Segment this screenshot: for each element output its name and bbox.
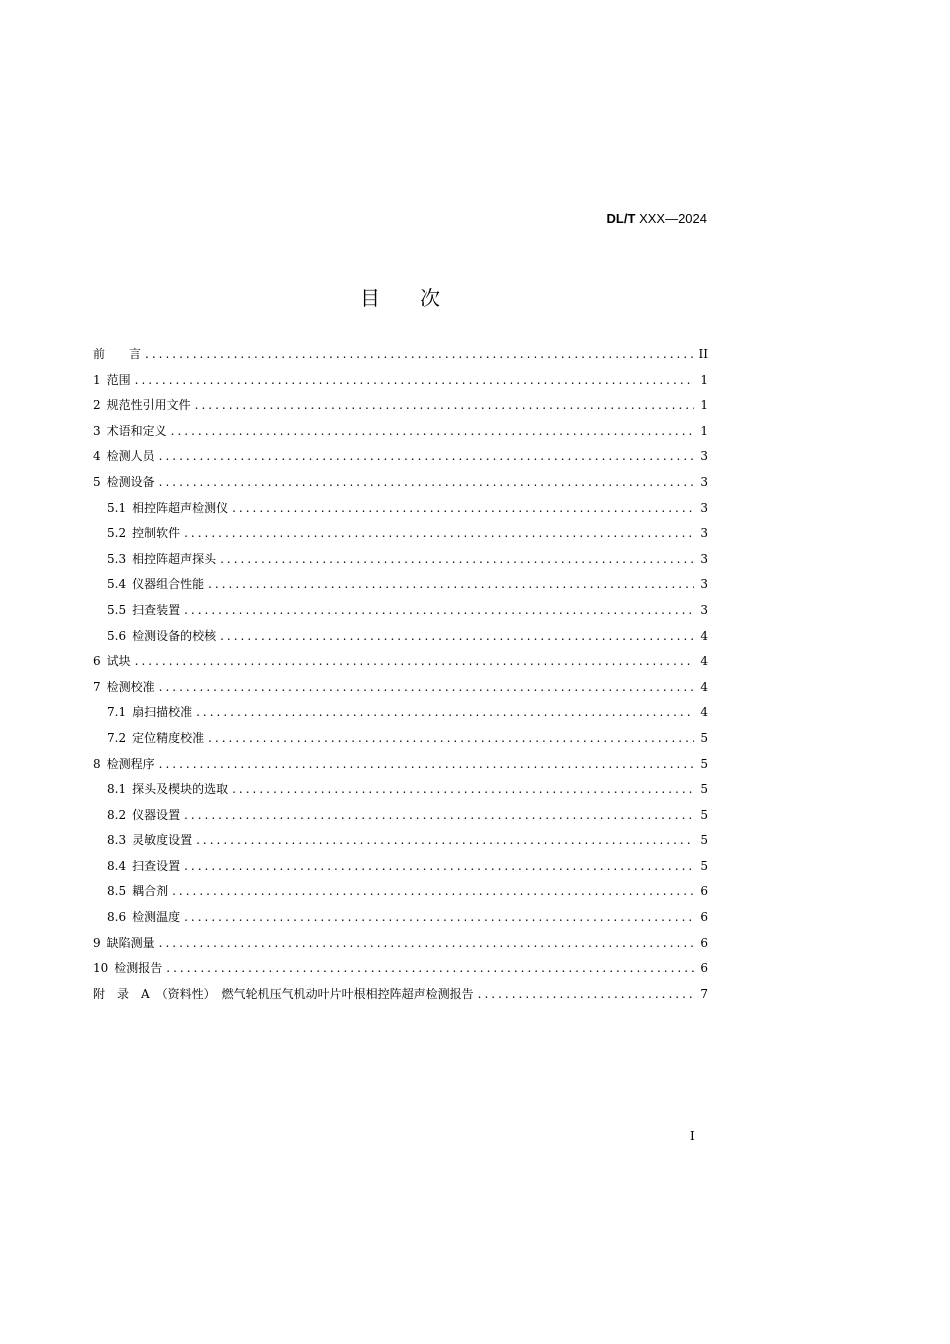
- toc-dot-leader: [232, 777, 694, 803]
- page-number: I: [690, 1129, 695, 1143]
- toc-entry[interactable]: [93, 828, 708, 854]
- toc-entry-page: 3: [700, 474, 708, 489]
- toc-entry-number: 6: [93, 654, 101, 669]
- toc-entry-label: 相控阵超声探头: [132, 551, 217, 566]
- toc-entry[interactable]: [93, 572, 708, 598]
- toc-entry[interactable]: [93, 905, 708, 931]
- toc-entry[interactable]: [93, 675, 708, 701]
- toc-entry[interactable]: [93, 982, 708, 1008]
- toc-entry-page: 1: [700, 423, 708, 438]
- toc-entry-number: 8.3: [107, 833, 127, 848]
- toc-entry-label: 定位精度校准: [132, 730, 205, 745]
- toc-entry-number: 7.2: [107, 730, 127, 745]
- toc-entry-number: 8.6: [107, 910, 127, 925]
- toc-entry-page: 5: [700, 858, 708, 873]
- toc-dot-leader: [196, 828, 694, 854]
- toc-entry-page: 6: [700, 935, 708, 950]
- toc-entry-number: 8.2: [107, 807, 127, 822]
- standard-number: XXX—2024: [639, 211, 707, 226]
- toc-entry-label: 仪器组合性能: [132, 577, 205, 592]
- toc-entry-label: 检测报告: [114, 961, 163, 976]
- toc-entry-number: 8: [93, 756, 101, 771]
- toc-dot-leader: [145, 342, 694, 368]
- toc-entry-page: 5: [700, 807, 708, 822]
- toc-entry-page: 6: [700, 961, 708, 976]
- toc-entry-label: 仪器设置: [132, 807, 181, 822]
- toc-entry-number: 3: [93, 423, 101, 438]
- toc-entry-number: 8.4: [107, 858, 127, 873]
- toc-entry[interactable]: [93, 879, 708, 905]
- toc-entry-label: 探头及楔块的选取: [132, 782, 229, 797]
- toc-entry[interactable]: [93, 496, 708, 522]
- toc-entry-number: 5.1: [107, 500, 127, 515]
- toc-entry-page: 3: [700, 526, 708, 541]
- toc-entry[interactable]: [93, 803, 708, 829]
- toc-entry-number: 5.5: [107, 602, 127, 617]
- toc-entry-page: 4: [700, 679, 708, 694]
- toc-dot-leader: [135, 649, 694, 675]
- toc-entry-number: 5: [93, 474, 101, 489]
- toc-entry-page: 5: [700, 833, 708, 848]
- toc-entry-label: 前 言: [93, 347, 142, 361]
- toc-dot-leader: [159, 470, 694, 496]
- toc-entry[interactable]: [93, 777, 708, 803]
- toc-entry-number: 10: [93, 961, 109, 976]
- toc-dot-leader: [208, 726, 694, 752]
- toc-dot-leader: [159, 752, 694, 778]
- toc-entry-page: 3: [700, 449, 708, 464]
- toc-entry-label: 灵敏度设置: [132, 833, 193, 848]
- toc-title: 目次: [360, 286, 480, 310]
- toc-entry-label: 检测设备的校核: [132, 628, 217, 643]
- toc-dot-leader: [159, 931, 694, 957]
- toc-entry-number: 1: [93, 372, 101, 387]
- toc-entry-page: 4: [700, 654, 708, 669]
- toc-entry-page: 1: [700, 398, 708, 413]
- toc-entry-page: 6: [700, 910, 708, 925]
- toc-entry-number: 7: [93, 679, 101, 694]
- toc-entry[interactable]: [93, 624, 708, 650]
- toc-entry[interactable]: [93, 419, 708, 445]
- toc-entry-page: 4: [700, 705, 708, 720]
- toc-entry-number: 5.2: [107, 526, 127, 541]
- toc-entry[interactable]: [93, 854, 708, 880]
- toc-entry-page: 6: [700, 884, 708, 899]
- toc-entry-page: 7: [700, 986, 708, 1001]
- toc-entry[interactable]: [93, 547, 708, 573]
- toc-entry[interactable]: [93, 726, 708, 752]
- toc-dot-leader: [184, 598, 694, 624]
- toc-entry[interactable]: [93, 649, 708, 675]
- toc-entry-page: 5: [700, 730, 708, 745]
- toc-entry-label: 扇扫描校准: [132, 705, 193, 720]
- toc-dot-leader: [232, 496, 694, 522]
- toc-entry-page: 3: [700, 577, 708, 592]
- toc-entry-number: 5.4: [107, 577, 127, 592]
- toc-entry-label: 检测校准: [106, 679, 155, 694]
- toc-entry[interactable]: [93, 521, 708, 547]
- toc-entry-page: II: [698, 347, 708, 361]
- toc-entry[interactable]: [93, 342, 708, 368]
- toc-entry-label: 附 录 A （资料性） 燃气轮机压气机动叶片叶根相控阵超声检测报告: [93, 986, 474, 1001]
- toc-entry[interactable]: [93, 598, 708, 624]
- toc-entry-number: 4: [93, 449, 101, 464]
- toc-entry-page: 5: [700, 782, 708, 797]
- toc-dot-leader: [171, 419, 694, 445]
- toc-dot-leader: [184, 803, 694, 829]
- toc-dot-leader: [196, 700, 694, 726]
- toc-dot-leader: [172, 879, 694, 905]
- toc-entry-label: 相控阵超声检测仪: [132, 500, 229, 515]
- toc-dot-leader: [184, 521, 694, 547]
- toc-dot-leader: [135, 368, 694, 394]
- toc-dot-leader: [159, 675, 694, 701]
- table-of-contents: [93, 342, 708, 1007]
- toc-entry-label: 术语和定义: [106, 423, 167, 438]
- toc-entry-number: 2: [93, 398, 101, 413]
- standard-prefix: DL/T: [606, 211, 636, 226]
- toc-dot-leader: [195, 393, 694, 419]
- toc-entry[interactable]: [93, 444, 708, 470]
- toc-entry-number: 8.5: [107, 884, 127, 899]
- toc-entry-label: 扫查设置: [132, 858, 181, 873]
- toc-entry-label: 试块: [106, 654, 131, 669]
- toc-entry-label: 耦合剂: [132, 884, 169, 899]
- toc-entry-number: 9: [93, 935, 101, 950]
- toc-entry[interactable]: [93, 700, 708, 726]
- toc-entry[interactable]: [93, 393, 708, 419]
- toc-entry[interactable]: [93, 931, 708, 957]
- toc-entry[interactable]: [93, 752, 708, 778]
- toc-entry-number: 5.6: [107, 628, 127, 643]
- toc-dot-leader: [184, 905, 694, 931]
- toc-dot-leader: [166, 956, 694, 982]
- toc-entry-page: 4: [700, 628, 708, 643]
- toc-entry[interactable]: [93, 368, 708, 394]
- toc-dot-leader: [159, 444, 694, 470]
- toc-dot-leader: [478, 982, 694, 1008]
- toc-entry-label: 检测程序: [106, 756, 155, 771]
- toc-dot-leader: [208, 572, 694, 598]
- toc-entry-label: 控制软件: [132, 526, 181, 541]
- toc-entry-page: 1: [700, 372, 708, 387]
- standard-code: [607, 211, 707, 226]
- toc-entry-page: 3: [700, 551, 708, 566]
- toc-entry-page: 5: [700, 756, 708, 771]
- toc-entry-label: 扫查装置: [132, 602, 181, 617]
- toc-dot-leader: [184, 854, 694, 880]
- toc-entry-number: 5.3: [107, 551, 127, 566]
- toc-entry-number: 8.1: [107, 782, 127, 797]
- toc-entry-page: 3: [700, 602, 708, 617]
- toc-entry-label: 检测温度: [132, 910, 181, 925]
- toc-entry-number: 7.1: [107, 705, 127, 720]
- toc-entry[interactable]: [93, 470, 708, 496]
- toc-dot-leader: [220, 547, 694, 573]
- toc-entry-page: 3: [700, 500, 708, 515]
- toc-entry-label: 范围: [106, 372, 131, 387]
- toc-dot-leader: [220, 624, 694, 650]
- toc-entry-label: 规范性引用文件: [106, 398, 191, 413]
- toc-entry-label: 缺陷测量: [106, 935, 155, 950]
- toc-entry[interactable]: [93, 956, 708, 982]
- toc-entry-label: 检测人员: [106, 449, 155, 464]
- toc-entry-label: 检测设备: [106, 474, 155, 489]
